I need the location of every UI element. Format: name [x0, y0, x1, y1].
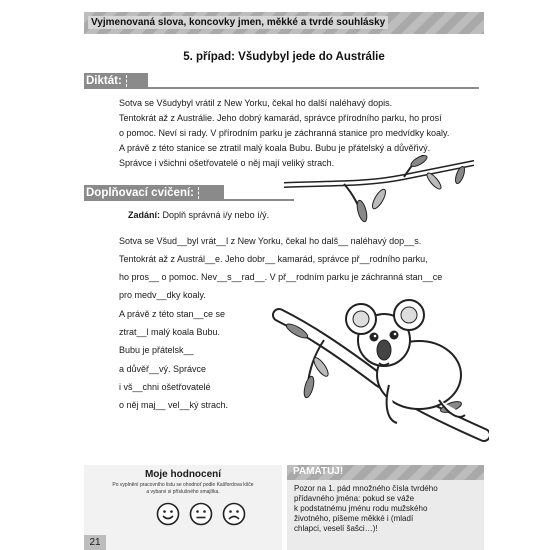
- task-instruction: [128, 210, 269, 220]
- exercise-divider: [84, 199, 294, 201]
- remember-text: [294, 484, 479, 534]
- exercise-line: pro medv__dky koaly.: [119, 290, 206, 300]
- exercise-line: Bubu je přátelsk__: [119, 345, 194, 355]
- evaluation-subtitle: [84, 482, 282, 496]
- exercise-line: i vš__chni ošetřovatelé: [119, 382, 211, 392]
- exercise-line: a důvěř__vý. Správce: [119, 364, 207, 374]
- dictation-divider: [84, 87, 479, 89]
- dictation-line: A právě z této stanice se ztratil malý koala Bubu. Bubu je přátelský a důvěřivý.: [119, 143, 431, 153]
- dictation-line: o pomoc. Neví si rady. V přírodním parku je záchranná stanice pro medvídky koaly.: [119, 128, 450, 138]
- remember-line: životného, píšeme měkké i (mladí: [294, 514, 414, 523]
- exercise-line: Tentokrát až z Austrál__e. Jeho dobr__ kamarád, správce př__rodního parku,: [119, 254, 428, 264]
- remember-line: chlapci, veselí šašci…)!: [294, 524, 378, 533]
- eucalyptus-branch-illustration: [284, 155, 474, 225]
- exercise-line: A právě z této stan__ce se: [119, 309, 226, 319]
- evaluation-subtitle-line: a vybarvi si příslušného smajlíka.: [146, 489, 220, 495]
- exercise-line: Sotva se Všud__byl vrát__l z New Yorku, čekal ho dalš__ naléhavý dop__s.: [119, 236, 422, 246]
- task-label: Zadání:: [128, 210, 161, 220]
- exercise-line: ztrat__l malý koala Bubu.: [119, 327, 221, 337]
- remember-heading: PAMATUJ!: [293, 466, 344, 477]
- dictation-heading: Diktát:: [86, 75, 127, 87]
- exercise-line: ho pros__ o pomoc. Nev__s__rad__. V př__rodním parku je záchranná stan__ce: [119, 272, 443, 282]
- koala-on-branch-illustration: [269, 295, 489, 445]
- chapter-header-bar: [84, 12, 484, 34]
- task-text: Doplň správná i/y nebo í/ý.: [160, 210, 270, 220]
- exercise-heading: Doplňovací cvičení:: [86, 187, 199, 199]
- remember-line: k podstatnému jménu rodu mužského: [294, 504, 428, 513]
- remember-heading-bar: [287, 465, 484, 480]
- sad-face-icon[interactable]: [222, 502, 246, 526]
- remember-line: přídavného jména: pokud se váže: [294, 494, 415, 503]
- workbook-page: [84, 0, 484, 550]
- neutral-face-icon[interactable]: [189, 502, 213, 526]
- evaluation-subtitle-line: Po vyplnění pracovního listu se ohodnoť podle Kašfordova klíče: [112, 482, 254, 488]
- chapter-title: Vyjmenovaná slova, koncovky jmen, měkké a tvrdé souhlásky: [88, 16, 388, 29]
- evaluation-title: Moje hodnocení: [144, 469, 222, 480]
- happy-face-icon[interactable]: [156, 502, 180, 526]
- remember-line: Pozor na 1. pád množného čísla tvrdého: [294, 484, 438, 493]
- exercise-line: o něj maj__ vel__ký strach.: [119, 400, 229, 410]
- dictation-line: Sotva se Všudybyl vrátil z New Yorku, čekal ho další naléhavý dopis.: [119, 98, 393, 108]
- dictation-line: Správce i všichni ošetřovatelé o něj mají veliký strach.: [119, 158, 335, 168]
- page-number: 21: [84, 535, 106, 550]
- case-title: 5. případ: Všudybyl jede do Austrálie: [183, 51, 385, 63]
- dictation-line: Tentokrát až z Austrálie. Jeho dobrý kamarád, správce přírodního parku, ho prosí: [119, 113, 442, 123]
